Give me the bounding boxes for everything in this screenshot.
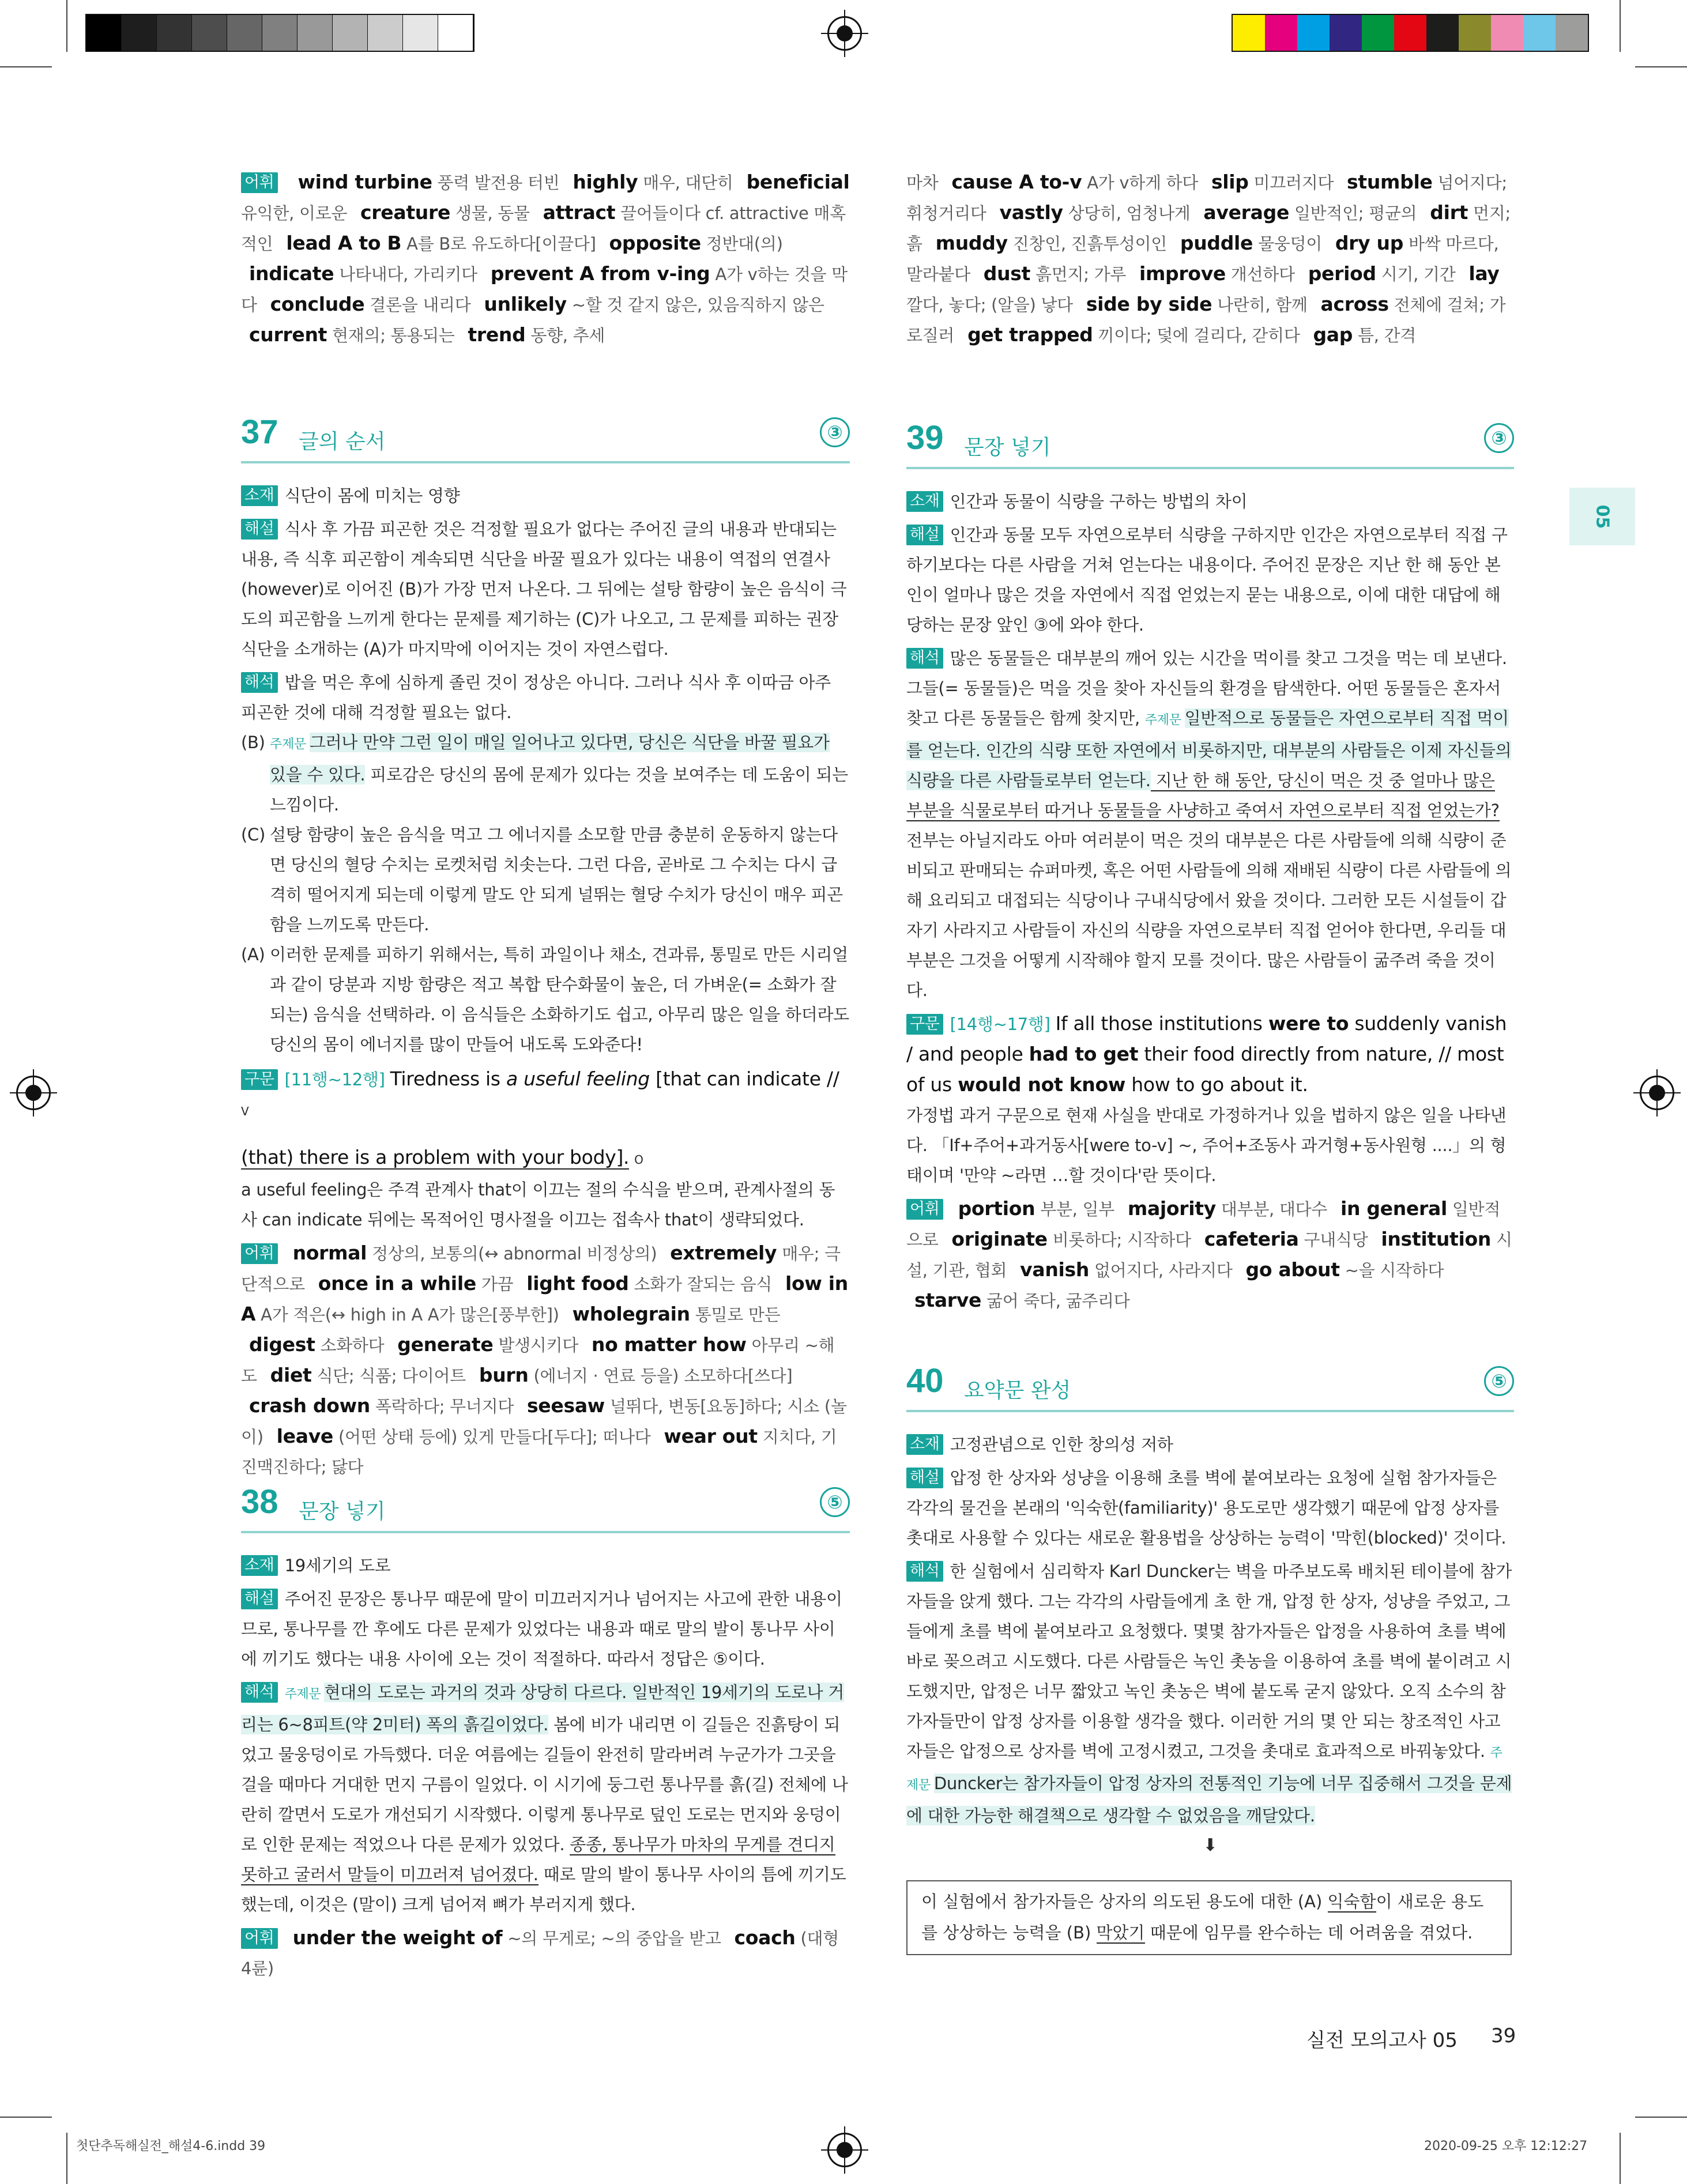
vocab-term: crash down (249, 1394, 371, 1417)
vocab-meaning: 굶어 죽다, 굶주리다 (986, 1291, 1130, 1311)
vocab-meaning: ~을 시작하다 (1345, 1261, 1444, 1280)
vocab-meaning: 나타내다, 가리키다 (339, 265, 477, 284)
paragraph-b-rest: 피로감은 당신의 몸에 문제가 있다는 것을 보여주는 데 도움이 되는 느낌이다. (270, 765, 848, 814)
vocab-term: wind turbine (298, 171, 432, 193)
vocab-meaning: 일반적으로 (906, 1199, 1501, 1250)
gray-swatch (157, 15, 192, 51)
gumun-line-ref: [14행~17행] (950, 1014, 1050, 1034)
chapter-side-tab (1569, 488, 1635, 545)
key-sentence-underlined: 종종, 통나무가 마차의 무게를 견디지 못하고 굴러서 말들이 미끄러져 넘어졌다. (241, 1835, 835, 1884)
topic-sentence-marker: 주제문 (1144, 713, 1181, 727)
vocab-meaning: 일반적인; 평균의 (1294, 203, 1417, 223)
vocab-meaning: 시설, 기관, 협회 (906, 1230, 1512, 1280)
paragraph-c-label: (C) (241, 825, 265, 844)
vocab-meaning: 개선하다 (1230, 265, 1295, 284)
paragraph-c-text: 설탕 함량이 높은 음식을 먹고 그 에너지를 소모할 만큼 충분히 운동하지 않는다면 당신의 혈당 수치는 로켓처럼 치솟는다. 그런 다음, 곧바로 그 수치는 다시 급격히 떨어지게 되는데 이렇게 말도 안 되게 널뛰는 혈당 수치가 당신이 매우 피곤함을 느끼도록 만든다. (270, 825, 843, 934)
vocab-term: dust (983, 262, 1031, 285)
vocab-meaning: 미끄러지다 (1253, 173, 1334, 193)
vocab-label: 어휘 (906, 1199, 943, 1220)
topic-sentence: 그러나 만약 그런 일이 매일 일어나고 있다면, 당신은 식단을 바꿀 필요가 있을 수 있다. (270, 733, 830, 784)
vocab-term: improve (1139, 262, 1226, 285)
vocab-term: dirt (1430, 201, 1468, 224)
haeseok-paragraph (906, 1556, 1514, 1831)
vocab-term: institution (1381, 1228, 1492, 1250)
vocab-term: portion (958, 1197, 1035, 1220)
vocab-term: slip (1211, 171, 1249, 193)
vocab-term: coach (734, 1926, 796, 1949)
haeseok-start: 많은 동물들은 대부분의 깨어 있는 시간을 먹이를 찾고 그것을 먹는 데 보낸다. 그들(= 동물들)은 먹을 것을 찾아 자신들의 환경을 탐색한다. 어떤 동물들은 혼자서 찾고 다른 동물들은 함께 찾지만, (906, 648, 1507, 728)
answer-badge: ⑤ (820, 1487, 850, 1517)
haeseol-text: 압정 한 상자와 성냥을 이용해 초를 벽에 붙여보라는 요청에 실험 참가자들은 각각의 물건을 본래의 '익숙한(familiarity)' 용도로만 생각했기 때문에 압정 상자를 촛대로 사용할 수 있다는 새로운 활용법을 상상하는 능력이 '막힌(blocked)' 것이다. (906, 1468, 1507, 1548)
gray-swatch (438, 15, 473, 51)
question-37-header (241, 415, 850, 463)
summary-blank-b: 막았기 (1096, 1923, 1145, 1942)
vocab-meaning: ~의 무게로; ~의 중압을 받고 (507, 1929, 721, 1948)
slug-timestamp: 2020-09-25 오후 12:12:27 (1424, 2139, 1588, 2153)
q37-vocab (241, 1238, 850, 1482)
vocab-term: extremely (670, 1242, 777, 1264)
vocab-meaning: 깔다, 놓다; (알을) 낳다 (906, 295, 1073, 315)
color-swatch (1362, 15, 1394, 51)
vocab-meaning: 끌어들이다 cf. attractive 매혹적인 (241, 203, 846, 254)
vocab-meaning: A가 적은(↔ high in A A가 많은[풍부한]) (261, 1305, 559, 1325)
vocab-meaning: 틈, 간격 (1358, 326, 1416, 345)
vocab-meaning: 가끔 (481, 1274, 514, 1294)
crop-mark (66, 2133, 67, 2184)
gumun-sentence-part: their food directly from nature, // most of us (906, 1043, 1504, 1096)
vocab-term: diet (270, 1364, 312, 1386)
gray-swatch (86, 15, 122, 51)
q38-vocab (241, 1923, 850, 1983)
haeseok-paragraph (241, 1677, 850, 1919)
vocab-lead-word: 마차 (906, 173, 939, 193)
vocab-meaning: 결론을 내리다 (370, 295, 471, 315)
vocab-term: average (1203, 201, 1290, 224)
crop-mark (0, 2117, 52, 2118)
vocab-label: 어휘 (241, 172, 278, 193)
question-type: 문장 넣기 (299, 1500, 386, 1523)
paragraph-a (241, 940, 850, 1059)
vocab-term: in general (1340, 1197, 1447, 1220)
sojae-line (906, 486, 1514, 516)
summary-text: 이 새로운 용도를 상상하는 능력을 (B) (921, 1892, 1484, 1942)
color-swatch (1233, 15, 1265, 51)
vocab-term: cause A to-v (951, 171, 1082, 193)
key-sentence-underlined: 지난 한 해 동안, 당신이 먹은 것 중 얼마나 많은 부분을 식물로부터 따거나 동물들을 사냥하고 죽여서 자연으로부터 직접 얻었는가? (906, 771, 1500, 820)
haeseol-label: 해설 (906, 1468, 943, 1488)
haeseok-paragraph (241, 667, 850, 727)
summary-text: 이 실험에서 참가자들은 상자의 의도된 용도에 대한 (A) (921, 1892, 1328, 1911)
verb-marker: V (241, 1104, 249, 1118)
vocab-term: highly (573, 171, 638, 193)
vocab-meaning: 먼지; 흙 (906, 203, 1511, 254)
q39-vocab (906, 1194, 1514, 1316)
color-swatch (1297, 15, 1330, 51)
vocab-term: dry up (1335, 232, 1404, 254)
vocab-meaning: 정상의, 보통의(↔ abnormal 비정상의) (372, 1244, 657, 1263)
vocab-meaning: A가 v하게 하다 (1087, 173, 1199, 193)
vocab-term: prevent A from v-ing (490, 262, 710, 285)
vocab-meaning: 소화하다 (320, 1336, 385, 1355)
vocab-meaning: (어떤 상태 등에) 있게 만들다[두다]; 떠나다 (338, 1427, 651, 1447)
sojae-label: 소재 (906, 1434, 943, 1455)
registration-mark-top (827, 16, 862, 51)
haeseol-text: 인간과 동물 모두 자연으로부터 식량을 구하지만 인간은 자연으로부터 직접 구하기보다는 다른 사람을 거쳐 얻는다는 내용이다. 주어진 문장은 지난 한 해 동안 본인이 얼마나 많은 것을 자연에서 직접 얻었는지 묻는 내용으로, 이에 대한 대답에 해당하는 문장 앞인 ③에 와야 한다. (906, 525, 1508, 635)
vocab-meaning: 동향, 추세 (530, 326, 605, 345)
vocab-term: wholegrain (572, 1303, 690, 1325)
question-type: 글의 순서 (299, 430, 386, 454)
gray-swatch (298, 15, 333, 51)
question-39-header (906, 421, 1514, 469)
vocab-term: side by side (1086, 293, 1212, 315)
haeseol-label: 해설 (241, 519, 278, 540)
sojae-label: 소재 (241, 485, 278, 506)
gumun-label: 구문 (241, 1069, 278, 1090)
haeseok-label: 해석 (241, 672, 278, 693)
vocab-term: lay (1468, 262, 1500, 285)
gray-swatch (192, 15, 227, 51)
gumun-label: 구문 (906, 1014, 943, 1035)
vocab-meaning: 끼이다; 덫에 걸리다, 갇히다 (1098, 326, 1300, 345)
question-number: 38 (241, 1483, 278, 1521)
vocab-term: once in a while (318, 1272, 476, 1295)
haeseol-paragraph (906, 1463, 1514, 1553)
gumun-explanation: a useful feeling은 주격 관계사 that이 이끄는 절의 수식을 받으며, 관계사절의 동사 can indicate 뒤에는 목적어인 명사절을 이끄는 접속사 that이 생략되었다. (241, 1180, 835, 1229)
vocab-term: majority (1127, 1197, 1216, 1220)
vocab-term: indicate (249, 262, 334, 285)
vocab-meaning: 대부분, 대다수 (1221, 1199, 1328, 1219)
gumun-sentence-part: suddenly vanish / and people (906, 1012, 1507, 1065)
crop-mark (1620, 0, 1621, 52)
vocab-label: 어휘 (241, 1928, 278, 1949)
vocab-meaning: 매우, 대단히 (643, 173, 733, 193)
haeseol-label: 해설 (241, 1589, 278, 1609)
vocab-meaning: 물웅덩이 (1258, 234, 1322, 254)
haeseok-label: 해석 (906, 1561, 943, 1582)
gumun-key-phrase: would not know (958, 1073, 1126, 1096)
cmyk-color-bar (1232, 14, 1589, 52)
chapter-number: 05 (1592, 504, 1613, 529)
sojae-text: 19세기의 도로 (284, 1556, 391, 1575)
answer-badge: ⑤ (1484, 1366, 1514, 1396)
vocab-meaning: 없어지다, 사라지다 (1094, 1261, 1233, 1280)
gray-swatch (262, 15, 298, 51)
vocab-meaning: 매우; 극단적으로 (241, 1244, 841, 1294)
vocab-meaning: 소화가 잘되는 음식 (634, 1274, 773, 1294)
topic-sentence: Duncker는 참가자들이 압정 상자의 전통적인 기능에 너무 집중해서 그것을 문제에 대한 가능한 해결책으로 생각할 수 없었음을 깨달았다. (906, 1774, 1512, 1825)
vocab-meaning: 전체에 걸쳐; 가로질러 (906, 295, 1506, 345)
object-marker: O (634, 1153, 643, 1167)
question-number: 40 (906, 1362, 944, 1400)
sojae-line (241, 481, 850, 511)
question-39-body (906, 486, 1514, 1316)
vocab-term: cafeteria (1204, 1228, 1299, 1250)
vocab-meaning: 넘어지다; 휘청거리다 (906, 173, 1507, 223)
question-38-body (241, 1551, 850, 1983)
vocab-term: conclude (270, 293, 365, 315)
vocab-meaning: A가 v하는 것을 막다 (241, 265, 848, 315)
question-37-body (241, 481, 850, 1482)
vocab-block-top-right (906, 167, 1514, 350)
vocab-term: vastly (999, 201, 1063, 224)
sojae-text: 인간과 동물이 식량을 구하는 방법의 차이 (950, 492, 1248, 511)
vocab-term: under the weight of (292, 1926, 503, 1949)
registration-mark-right (1640, 1076, 1674, 1110)
vocab-term: beneficial (746, 171, 850, 193)
vocab-term: puddle (1180, 232, 1253, 254)
vocab-meaning: 아무리 ~해도 (241, 1336, 835, 1386)
topic-sentence-marker: 주제문 (906, 1746, 1503, 1793)
vocab-term: opposite (609, 232, 701, 254)
vocab-meaning: 흙먼지; 가루 (1035, 265, 1127, 284)
topic-sentence-marker: 주제문 (270, 737, 306, 752)
question-40-header (906, 1364, 1514, 1412)
paragraph-a-text: 이러한 문제를 피하기 위해서는, 특히 과일이나 채소, 견과류, 통밀로 만든 시리얼과 같이 당분과 지방 함량은 적고 복합 탄수화물이 높은, 더 가벼운(= 소화가 잘 되는) 음식을 선택하라. 이 음식들은 소화하기도 쉽고, 아무리 많은 일을 하더라도 당신의 몸이 에너지를 많이 만들어 내도록 도와준다! (270, 945, 849, 1054)
vocab-meaning: 현재의; 통용되는 (332, 326, 455, 345)
footer-title: 실전 모의고사 05 (1306, 2029, 1458, 2052)
sojae-text: 고정관념으로 인한 창의성 저하 (950, 1435, 1173, 1454)
vocab-term: attract (543, 201, 616, 224)
haeseok-start: 한 실험에서 심리학자 Karl Duncker는 벽을 마주보도록 배치된 테이블에 참가자들을 앉게 했다. 그는 각각의 사람들에게 초 한 개, 압정 한 상자, 성냥을 주었고, 그들에게 초를 벽에 붙여보라고 요청했다. 몇몇 참가자들은 압정을 사용하여 초를 벽에 바로 꽂으려고 시도했다. 다른 사람들은 녹인 촛농을 이용하여 초를 벽에 붙이려고 시도했지만, 압정은 너무 짧았고 녹인 촛농은 벽에 붙도록 굳지 않았다. 오직 소수의 참가자들만이 압정 상자를 이용할 생각을 했다. 이러한 거의 몇 안 되는 창조적인 사고자들은 압정으로 상자를 벽에 고정시켰고, 그것을 촛대로 효과적으로 바꿔놓았다. (906, 1561, 1512, 1761)
gumun-object-clause: (that) there is a problem with your body]. (241, 1146, 630, 1168)
question-type: 문장 넣기 (964, 436, 1051, 459)
vocab-meaning: 시기, 기간 (1381, 265, 1456, 284)
question-type: 요약문 완성 (964, 1379, 1071, 1402)
color-swatch (1459, 15, 1491, 51)
vocab-term: creature (360, 201, 451, 224)
sojae-label: 소재 (906, 491, 943, 512)
vocab-meaning: 비롯하다; 시작하다 (1052, 1230, 1191, 1250)
vocab-term: muddy (935, 232, 1008, 254)
gumun-sentence-part: [that can indicate // (649, 1068, 839, 1090)
sojae-line (241, 1551, 850, 1581)
paragraph-c (241, 820, 850, 940)
vocab-term: generate (397, 1333, 494, 1356)
vocab-term: period (1308, 262, 1376, 285)
paragraph-b-label: (B) (241, 733, 265, 752)
haeseok-label: 해석 (906, 648, 943, 669)
haeseok-mid: 봄에 비가 내리면 이 길들은 진흙탕이 되었고 물웅덩이로 가득했다. 더운 여름에는 길들이 완전히 말라버려 누군가가 그곳을 걸을 때마다 거대한 먼지 구름이 일었다. 이 시기에 둥그런 통나무를 흙(길) 전체에 나란히 깔면서 도로가 개선되기 시작했다. 이렇게 통나무로 덮인 도로는 먼지와 웅덩이로 인한 문제는 적었으나 다른 문제가 있었다. (241, 1715, 848, 1854)
color-swatch (1523, 15, 1556, 51)
color-swatch (1265, 15, 1297, 51)
vocab-meaning: 바싹 마르다, 말라붙다 (906, 234, 1499, 284)
gray-swatch (403, 15, 438, 51)
answer-badge: ③ (820, 417, 850, 447)
haeseok-label: 해석 (241, 1682, 278, 1703)
vocab-meaning: 생물, 동물 (455, 203, 530, 223)
vocab-term: digest (249, 1333, 315, 1356)
vocab-term: across (1320, 293, 1389, 315)
haeseok-paragraph (906, 643, 1514, 1005)
vocab-term: leave (276, 1425, 334, 1447)
vocab-term: gap (1313, 323, 1353, 346)
vocab-term: light food (526, 1272, 629, 1295)
vocab-meaning: A를 B로 유도하다[이끌다] (406, 234, 596, 254)
question-number: 37 (241, 413, 278, 451)
vocab-term: seesaw (526, 1394, 605, 1417)
gumun-line-2 (241, 1142, 850, 1175)
haeseol-paragraph (241, 1584, 850, 1674)
vocab-meaning: 구내식당 (1304, 1230, 1368, 1250)
vocab-meaning: 식단; 식품; 다이어트 (317, 1366, 466, 1386)
vocab-term: get trapped (967, 323, 1093, 346)
crop-mark (1635, 2117, 1687, 2118)
vocab-meaning: 정반대(의) (706, 234, 783, 254)
vocab-meaning: (대형 4륜) (241, 1929, 839, 1978)
down-arrow-icon: ⬇ (1203, 1835, 1218, 1855)
haeseol-paragraph (906, 520, 1514, 640)
vocab-term: current (249, 323, 327, 346)
vocab-term: burn (479, 1364, 529, 1386)
vocab-meaning: 널뛰다, 변동[요동]하다; 시소 (놀이) (241, 1397, 847, 1447)
vocab-term: trend (468, 323, 526, 346)
summary-blank-a: 익숙함 (1327, 1892, 1376, 1911)
vocab-meaning: 부분, 일부 (1040, 1199, 1114, 1219)
vocab-meaning: 진창인, 진흙투성이인 (1012, 234, 1167, 254)
gumun-sentence-part: Tiredness is (390, 1068, 507, 1090)
summary-text: 때문에 임무를 완수하는 데 어려움을 겪었다. (1144, 1923, 1473, 1942)
vocab-term: originate (951, 1228, 1048, 1250)
haeseol-text: 주어진 문장은 통나무 때문에 말이 미끄러지거나 넘어지는 사고에 관한 내용이므로, 통나무를 깐 후에도 다른 문제가 있었다는 내용과 때로 말의 발이 통나무 사이에 끼기도 했다는 내용 사이에 오는 것이 적절하다. 따라서 정답은 ⑤이다. (241, 1589, 842, 1669)
page-number: 39 (1491, 2024, 1516, 2047)
vocab-term: low in A (241, 1272, 848, 1325)
gumun-sentence-part: how to go about it. (1125, 1073, 1308, 1096)
gumun-key-phrase: were to (1268, 1012, 1349, 1035)
gumun-sentence-part: a useful feeling (506, 1068, 650, 1090)
crop-mark (1620, 2133, 1621, 2184)
haeseok-end: 때로 말의 발이 통나무 사이의 틈에 끼기도 했는데, 이것은 (말이) 크게 넘어져 뼈가 부러지게 했다. (241, 1865, 846, 1914)
crop-mark (1635, 66, 1687, 67)
topic-sentence: 일반적으로 동물들은 자연으로부터 직접 먹이를 얻는다. 인간의 식량 또한 자연에서 비롯하지만, 대부분의 사람들은 이제 자신들의 식량을 다른 사람들로부터 얻는다. (906, 708, 1512, 790)
registration-mark-left (16, 1076, 51, 1110)
grayscale-color-bar (85, 14, 475, 52)
color-swatch (1330, 15, 1362, 51)
gumun-line-ref: [11행~12행] (284, 1070, 385, 1089)
vocab-term: go about (1245, 1258, 1340, 1281)
crop-mark (0, 66, 52, 67)
vocab-term: stumble (1347, 171, 1433, 193)
vocab-block-top-left (241, 167, 850, 350)
gumun-paragraph (906, 1009, 1514, 1100)
vocab-term: vanish (1020, 1258, 1090, 1281)
vocab-term: unlikely (484, 293, 567, 315)
gumun-sentence-part: If all those institutions (1055, 1012, 1268, 1035)
gray-swatch (368, 15, 403, 51)
haeseol-label: 해설 (906, 525, 943, 545)
paragraph-b (241, 727, 850, 820)
sojae-label: 소재 (241, 1555, 278, 1576)
haeseok-intro: 밥을 먹은 후에 심하게 졸린 것이 정상은 아니다. 그러나 식사 후 이따금 아주 피곤한 것에 대해 걱정할 필요는 없다. (241, 673, 831, 722)
vocab-meaning: 지치다, 기진맥진하다; 닳다 (241, 1427, 837, 1477)
gray-swatch (122, 15, 157, 51)
haeseol-paragraph (241, 514, 850, 664)
vocab-label: 어휘 (241, 1243, 278, 1264)
paragraph-a-label: (A) (241, 945, 265, 964)
topic-sentence: 현대의 도로는 과거의 것과 상당히 다르다. 일반적인 19세기의 도로나 거리는 6~8피트(약 2미터) 폭의 흙길이었다. (241, 1683, 844, 1734)
question-40-body (906, 1429, 1514, 1861)
vocab-meaning: ~할 것 같지 않은, 있음직하지 않은 (571, 295, 824, 315)
vocab-meaning: 유익한, 이로운 (241, 203, 348, 223)
haeseok-end: 전부는 아닐지라도 아마 여러분이 먹은 것의 대부분은 다른 사람들에 의해 식량이 준비되고 판매되는 슈퍼마켓, 혹은 어떤 사람들에 의해 재배된 식량이 다른 사람들에 의해 요리되고 대접되는 식당이나 구내식당에서 왔을 것이다. 그러한 모든 시설들이 갑자기 사라지고 사람들이 자신의 식량을 자연으로부터 직접 얻어야 한다면, 우리들 대부분은 그것을 어떻게 시작해야 할지 모를 것이다. 많은 사람들이 굶주려 죽을 것이다. (906, 831, 1512, 1000)
registration-mark-bottom (827, 2133, 862, 2167)
vocab-term: lead A to B (286, 232, 402, 254)
color-swatch (1394, 15, 1426, 51)
vocab-meaning: 상당히, 엄청나게 (1068, 203, 1191, 223)
gray-swatch (227, 15, 262, 51)
slug-filename: 첫단추독해실전_해설4-6.indd 39 (76, 2139, 266, 2153)
color-swatch (1556, 15, 1588, 51)
gumun-key-phrase: had to get (1029, 1043, 1139, 1065)
vocab-term: no matter how (591, 1333, 747, 1356)
gray-swatch (333, 15, 368, 51)
color-swatch (1426, 15, 1459, 51)
vocab-meaning: 폭락하다; 무너지다 (375, 1397, 514, 1416)
haeseol-text: 식사 후 가끔 피곤한 것은 걱정할 필요가 없다는 주어진 글의 내용과 반대되는 내용, 즉 식후 피곤함이 계속되면 식단을 바꿀 필요가 있다는 내용이 역접의 연결사(however)로 이어진 (B)가 가장 먼저 나온다. 그 뒤에는 설탕 함량이 높은 음식이 극도의 피곤함을 느끼게 한다는 문제를 제기하는 (C)가 나오고, 그 문제를 피하는 권장 식단을 소개하는 (A)가 마지막에 이어지는 것이 자연스럽다. (241, 519, 847, 659)
gumun-explanation: 가정법 과거 구문으로 현재 사실을 반대로 가정하거나 있을 법하지 않은 일을 나타낸다. 「If+주어+과거동사[were to-v] ~, 주어+조동사 과거형+동사원형 ....」의 형태이며 '만약 ~라면 …할 것이다'란 뜻이다. (906, 1106, 1507, 1185)
vocab-meaning: (에너지 · 연료 등을) 소모하다[쓰다] (533, 1366, 793, 1386)
question-38-header (241, 1485, 850, 1533)
vocab-meaning: 나란히, 함께 (1217, 295, 1308, 315)
sojae-text: 식단이 몸에 미치는 영향 (284, 486, 460, 506)
color-swatch (1491, 15, 1523, 51)
vocab-meaning: 통밀로 만든 (695, 1305, 781, 1325)
sojae-line (906, 1429, 1514, 1459)
vocab-term: starve (914, 1289, 982, 1311)
vocab-term: wear out (664, 1425, 758, 1447)
summary-box (906, 1880, 1512, 1955)
vocab-meaning: 발생시키다 (498, 1336, 578, 1355)
answer-badge: ③ (1484, 423, 1514, 453)
question-number: 39 (906, 419, 944, 457)
vocab-term: normal (292, 1242, 367, 1264)
gumun-line-1 (241, 1064, 850, 1126)
crop-mark (66, 0, 67, 52)
topic-sentence-marker: 주제문 (284, 1687, 321, 1702)
vocab-meaning: 풍력 발전용 터빈 (437, 173, 560, 193)
